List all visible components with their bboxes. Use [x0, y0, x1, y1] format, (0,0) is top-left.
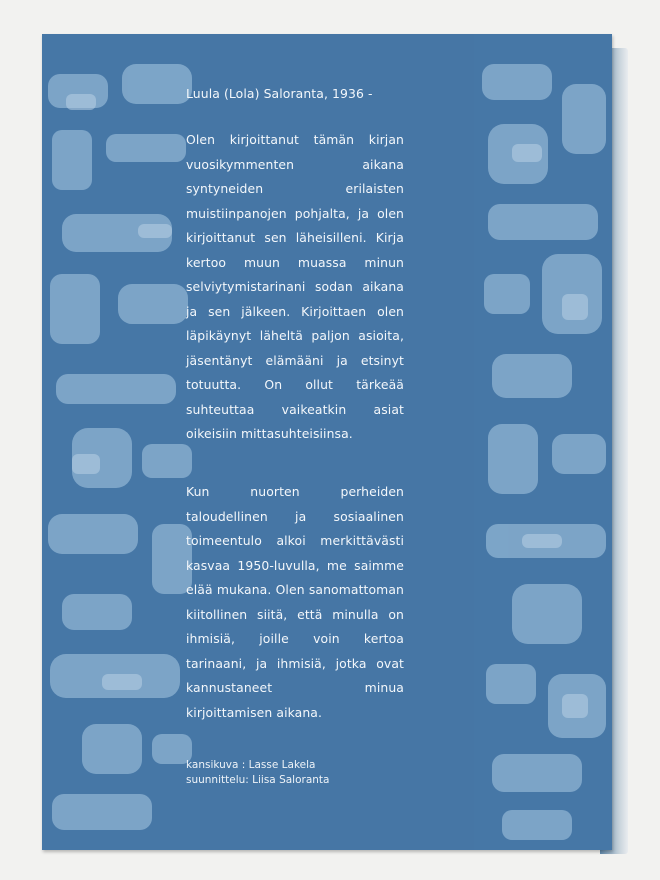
blurb-paragraph-1	[186, 128, 404, 447]
blurb-paragraph-2	[186, 480, 404, 725]
credit-cover-image: kansikuva : Lasse Lakela	[186, 759, 316, 771]
credits	[186, 758, 406, 788]
author-line: Luula (Lola) Saloranta, 1936 -	[186, 86, 373, 101]
blurb-paragraph-2-text: Kun nuorten perheiden taloudellinen ja sosiaalinen toimeentulo alkoi merkittävästi kasvaa 1950-luvulla, me saimme elää mukana. Olen sanomattoman kiitollinen siitä, että minulla on ihmisiä, joille voin kertoa tarinaani, ja ihmisiä, jotka ovat kannustaneet minua kirjoittamisen aikana.	[186, 484, 404, 720]
blurb-paragraph-1-text: Olen kirjoittanut tämän kirjan vuosikymmenten aikana syntyneiden erilaisten muistiinpanojen pohjalta, ja olen kirjoittanut sen läheisilleni. Kirja kertoo muun muassa minun selviytymistarinani sodan aikana ja sen jälkeen. Kirjoittaen olen läpikäynyt läheltä paljon asioita, jäsentänyt elämääni ja etsinyt totuutta. On ollut tärkeää suhteuttaa vaikeatkin asiat oikeisiin mittasuhteisiinsa.	[186, 132, 404, 441]
credit-design: suunnittelu: Liisa Saloranta	[186, 774, 330, 786]
